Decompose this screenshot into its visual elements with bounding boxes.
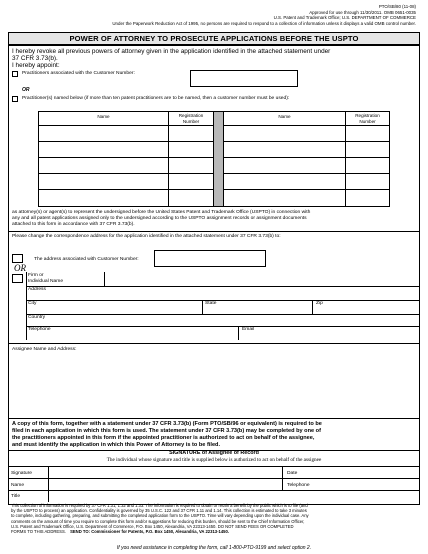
burden-send-to: SEND TO: Commissioner for Patents, P.O. Box 1450, Alexandria, VA 22313-1450. [70,529,229,535]
table-row[interactable] [169,158,214,174]
signature-label: Signature [11,471,32,476]
telephone-label: Telephone [28,327,51,332]
table-row[interactable] [346,190,390,207]
table-row[interactable] [169,174,214,190]
table-row[interactable] [224,142,346,158]
table-row[interactable] [169,142,214,158]
notice-line-3: the practitioners appointed in this form if the appointed practitioner is authorized to act on behalf of the assignee, [12,435,315,441]
name-label: Name [11,483,25,488]
table-row[interactable] [169,190,214,207]
table-row[interactable] [169,126,214,142]
firm-checkbox[interactable] [12,274,23,283]
firm-label-1: Firm or [28,273,44,278]
table-row[interactable] [39,126,169,142]
address-customer-number-label: The address associated with Customer Number: [34,257,139,262]
divider [202,300,203,314]
customer-number-option-label: Practitioners associated with the Customer Number: [22,71,135,76]
divider [8,231,420,232]
table-row[interactable] [224,126,346,142]
table-row[interactable] [224,174,346,190]
address-label: Address [28,287,46,292]
burden-statement: This collection of information is required by 37 CFR 1.31, 1.32 and 1.33. The information is required to obtain or retain a benefit by the public which is to file (and by the USPTO to process) an application. Confidentiality is governed by 35 U.S.C. 122 and 37 CFR 1.11 and 1.14. This collection is estimated to take 3 minutes to complete, including gathering, preparing, and submitting the completed application form to the USPTO. Time will vary depending upon the individual case. Any comments on the amount of time you require to complete this form and/or suggestions for reducing this burden, should be sent to the Chief Information Officer, U.S. Patent and Trademark Office, U.S. Department of Commerce, P.O. Box 1450, Alexandria, VA 22313-1450. DO NOT SEND FEES OR COMPLETED FORMS TO THIS ADDRESS. SEND TO: Commissioner for Patents, P.O. Box 1450, Alexandria, VA 22313-1450. [11,503,309,535]
table-row[interactable] [346,142,390,158]
notice-line-2: filed in each application in which this form is used. The statement under 37 CFR 3.73(b) may be completed by one of [12,428,321,434]
divider [26,300,420,301]
col-header-reg-left: Registration Number [169,112,214,126]
table-row[interactable] [224,190,346,207]
form-header [112,4,416,26]
customer-number-input[interactable] [190,70,298,87]
office-line: U.S. Patent and Trademark Office; U.S. DEPARTMENT OF COMMERCE [273,15,416,21]
table-gutter [214,112,224,207]
telephone-sig-label: Telephone [287,483,310,488]
state-label: State [205,301,217,306]
divider [26,272,27,340]
col-header-name-left: Name [39,112,169,126]
divider [8,418,420,419]
burden-last-a: FORMS TO THIS ADDRESS. [11,529,66,535]
table-row[interactable] [39,142,169,158]
date-label: Date [287,471,298,476]
approval-line: Approved for use through 11/30/2011. OMB 0651-0035 [309,9,416,15]
signature-heading: SIGNATURE of Assignee of Record [169,450,259,456]
country-label: Country [28,315,46,320]
footer-help: If you need assistance in completing the form, call 1-800-PTO-9199 and select option 2. [116,545,312,551]
notice-line-4: and must identify the application in which this Power of Attorney is to be filed. [12,442,221,448]
attorney-text-1: as attorney(s) or agent(s) to represent the undersigned before the United States Patent and Trademark Office (USPTO) in connection with [12,210,311,215]
table-row[interactable] [39,190,169,207]
divider [26,326,420,327]
attorney-text-3: attached to this form in accordance with 37 CFR 3.73(b). [12,222,135,227]
customer-number-checkbox[interactable] [12,71,18,77]
revoke-line-2: 37 CFR 3.73(b). [12,55,58,62]
table-row[interactable] [39,158,169,174]
title-label: Title [11,494,21,499]
firm-name-input[interactable] [104,272,420,286]
table-row[interactable] [224,158,346,174]
email-label: Email [242,327,255,332]
address-input[interactable] [26,286,420,300]
form-id: PTO/SB/80 (11-08) [378,4,416,9]
revoke-line-1: I hereby revoke all previous powers of attorney given in the application identified in the attached statement under [12,48,331,55]
assignee-input[interactable] [12,354,416,416]
or-separator-big: OR [14,263,26,273]
divider [26,314,420,315]
col-header-name-right: Name [224,112,346,126]
correspondence-intro: Please change the correspondence address for the application identified in the attached statement under 37 CFR 3.73(b) to: [12,234,281,239]
city-label: City [28,301,37,306]
practitioner-table [38,111,390,207]
appoint-label: I hereby appoint: [12,62,60,69]
zip-label: Zip [316,301,323,306]
table-row[interactable] [346,158,390,174]
notice-line-1: A copy of this form, together with a statement under 37 CFR 3.73(b) (Form PTO/SB/96 or equivalent) is required to be [12,421,322,427]
or-separator: OR [22,87,30,93]
table-row[interactable] [346,126,390,142]
divider [238,326,239,340]
firm-label-2: Individual Name [28,279,64,284]
attorney-text-2: any and all patent applications assigned only to the undersigned according to the USPTO assignment records or assignment documents [12,216,307,221]
named-practitioners-option-label: Practitioner(s) named below (if more than ten patent practitioners are to be named, then a customer number must be used): [22,96,290,101]
signature-subheading: The individual whose signature and title is supplied below is authorized to act on behalf of the assignee [106,457,322,463]
divider [8,343,420,344]
title-input[interactable] [49,491,417,502]
table-row[interactable] [346,174,390,190]
pra-notice: Under the Paperwork Reduction Act of 1995, no persons are required to respond to a collection of information unless it displays a valid OMB control number. [112,20,416,26]
address-customer-number-input[interactable] [154,250,266,267]
assignee-label: Assignee Name and Address: [12,347,77,352]
named-practitioners-checkbox[interactable] [12,96,18,102]
address-customer-number-checkbox[interactable] [12,254,23,263]
col-header-reg-right: Registration Number [346,112,390,126]
table-row[interactable] [39,174,169,190]
divider [312,300,313,314]
form-title: POWER OF ATTORNEY TO PROSECUTE APPLICATIONS BEFORE THE USPTO [8,32,420,45]
name-input[interactable] [49,479,281,490]
